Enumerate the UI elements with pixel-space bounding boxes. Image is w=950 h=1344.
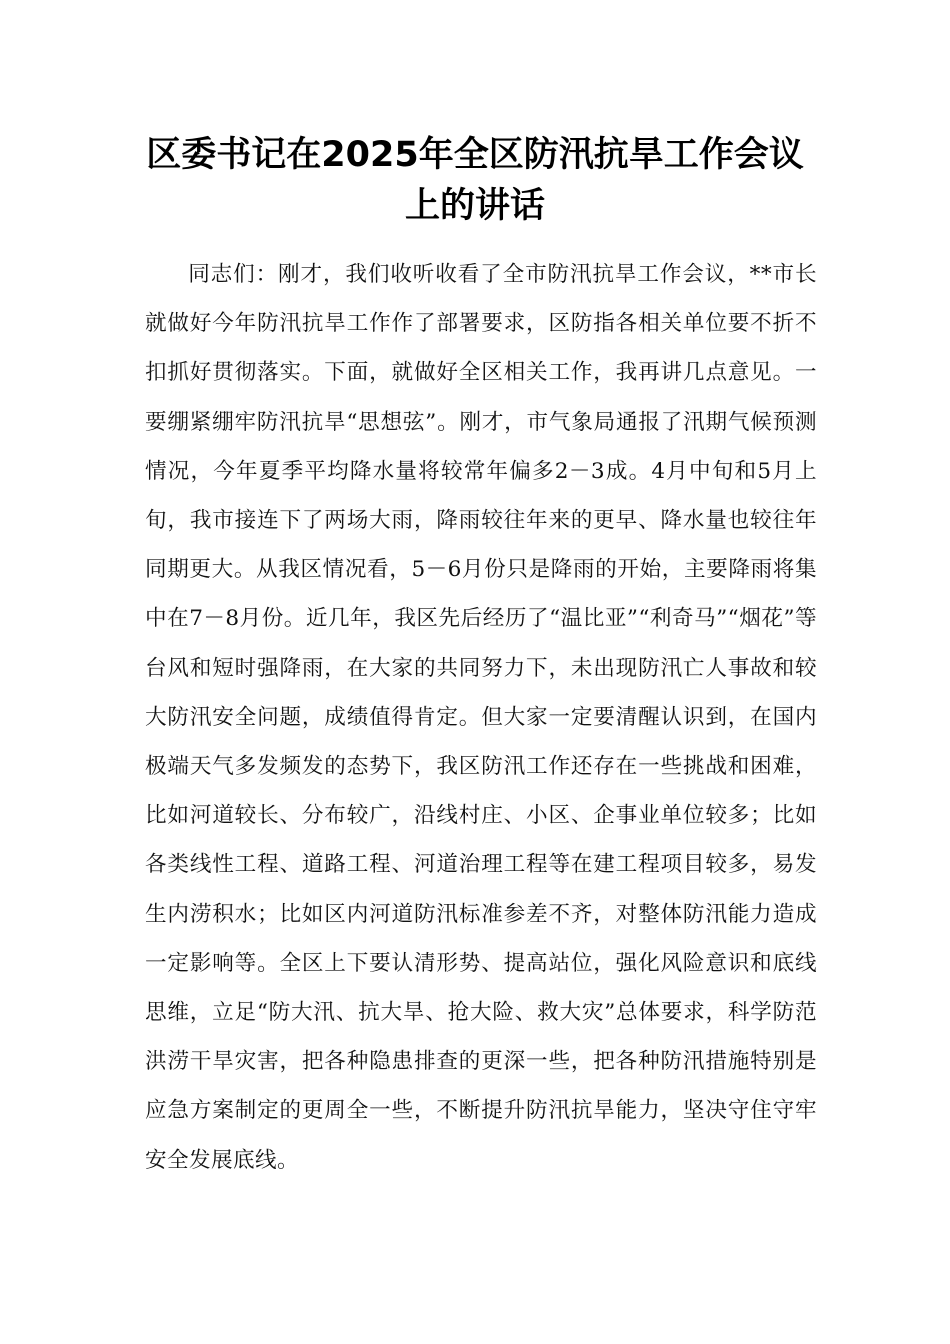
body-paragraph: 同志们：刚才，我们收听收看了全市防汛抗旱工作会议，**市长就做好今年防汛抗旱工作作了部署要求，区防指各相关单位要不折不扣抓好贯彻落实。下面，就做好全区相关工作，我再讲几点意见。一要绷紧绷牢防汛抗旱“思想弦”。刚才，市气象局通报了汛期气候预测情况，今年夏季平均降水量将较常年偏多2－3成。4月中旬和5月上旬，我市接连下了两场大雨，降雨较往年来的更早、降水量也较往年同期更大。从我区情况看，5－6月份只是降雨的开始，主要降雨将集中在7－8月份。近几年，我区先后经历了“温比亚”“利奇马”“烟花”等台风和短时强降雨，在大家的共同努力下，未出现防汛亡人事故和较大防汛安全问题，成绩值得肯定。但大家一定要清醒认识到，在国内极端天气多发频发的态势下，我区防汛工作还存在一些挑战和困难，比如河道较长、分布较广，沿线村庄、小区、企事业单位较多；比如各类线性工程、道路工程、河道治理工程等在建工程项目较多，易发生内涝积水；比如区内河道防汛标准参差不齐，对整体防汛能力造成一定影响等。全区上下要认清形势、提高站位，强化风险意识和底线思维，立足“防大汛、抗大旱、抢大险、救大灾”总体要求，科学防范洪涝干旱灾害，把各种隐患排查的更深一些，把各种防汛措施特别是应急方案制定的更周全一些，不断提升防汛抗旱能力，坚决守住守牢安全发展底线。 xyxy=(145,262,817,1173)
document-title: 区委书记在2025年全区防汛抗旱工作会议上的讲话 xyxy=(146,135,804,226)
